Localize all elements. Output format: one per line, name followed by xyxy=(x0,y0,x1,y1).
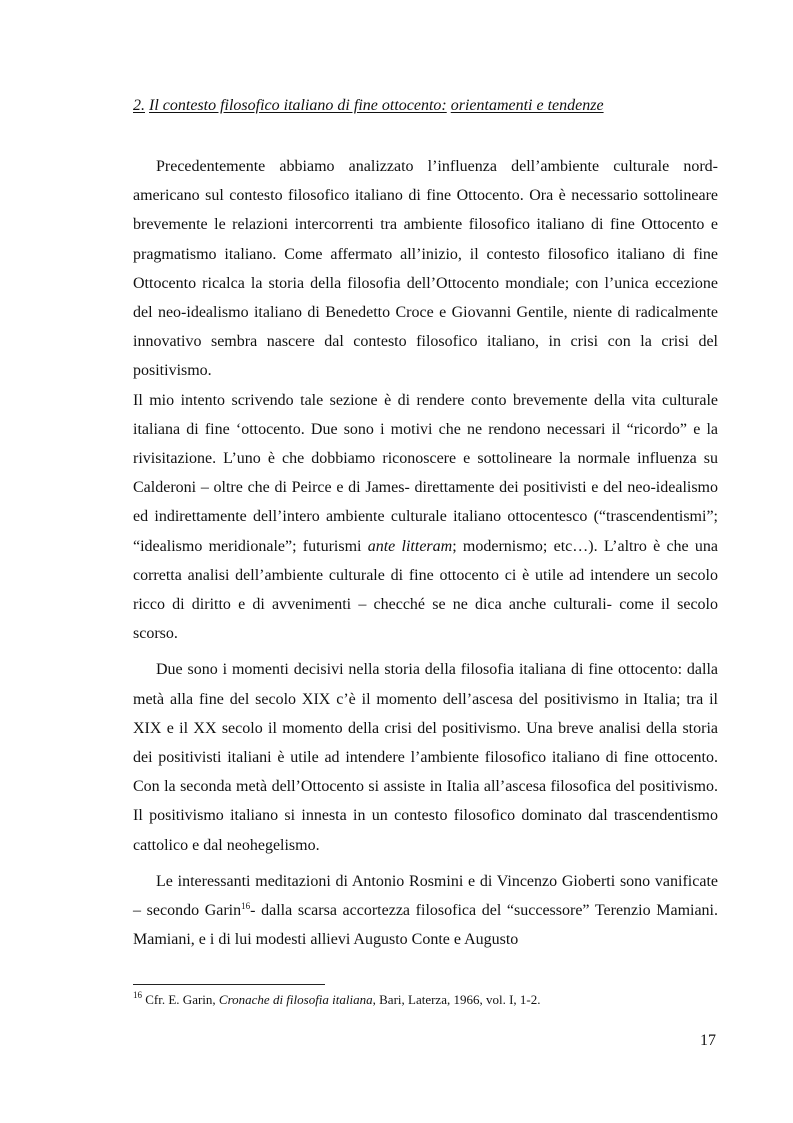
section-heading xyxy=(133,95,693,117)
footnote xyxy=(133,991,718,1009)
body-text xyxy=(133,152,718,954)
footnote-text-a: Cfr. E. Garin, xyxy=(142,992,219,1007)
paragraph-1: Precedentemente abbiamo analizzato l’influenza dell’ambiente culturale nord-americano sul contesto filosofico italiano di fine Ottocento. Ora è necessario sottolineare brevemente le relazioni intercorrenti tra ambiente filosofico italiano di fine Ottocento e pragmatismo italiano. Come affermato all’inizio, il contesto filosofico italiano di fine Ottocento ricalca la storia della filosofia dell’Ottocento mondiale; con l’unica eccezione del neo-idealismo italiano di Benedetto Croce e Giovanni Gentile, niente di radicalmente innovativo sembra nascere dal contesto filosofico italiano, in crisi con la crisi del positivismo. xyxy=(133,158,718,380)
footnote-text-b: , Bari, Laterza, 1966, vol. I, 1-2. xyxy=(372,992,541,1007)
footnote-book-title: Cronache di filosofia italiana xyxy=(218,992,373,1007)
paragraph-2 xyxy=(133,386,718,649)
paragraph-4-text-b: - dalla scarsa accortezza filosofica del “successore” Terenzio Mamiani. Mamiani, e i di lui modesti allievi Augusto Conte e Augusto xyxy=(133,902,719,949)
paragraph-2-text-a: Il mio intento scrivendo tale sezione è di rendere conto brevemente della vita culturale italiana di fine ‘ottocento. Due sono i motivi che ne rendono necessari il “ricordo” e la rivisitazione. L’uno è che dobbiamo riconoscere e sottolineare la normale influenza su Calderoni – oltre che di Peirce e di James- direttamente dei positivisti e del neo-idealismo ed indirettamente dell’intero ambiente culturale italiano ottocentesco (“trascendentismi”; “idealismo meridionale”; futurismi xyxy=(133,391,718,555)
footnote-divider xyxy=(133,984,325,985)
footnote-marker: 16 xyxy=(133,990,142,1000)
paragraph-3: Due sono i momenti decisivi nella storia della filosofia italiana di fine ottocento: dalla metà alla fine del secolo XIX c’è il momento dell’ascesa del positivismo in Italia; tra il XIX e il XX secolo il momento della crisi del positivismo. Una breve analisi della storia dei positivisti italiani è utile ad intendere l’ambiente filosofico italiano di fine ottocento. Con la seconda metà dell’Ottocento si assiste in Italia all’ascesa filosofica del positivismo. Il positivismo italiano si innesta in un contesto filosofico dominato dal trascendentismo cattolico e dal neohegelismo. xyxy=(133,661,718,854)
footnote-reference: 16 xyxy=(241,901,251,912)
heading-title-part2: orientamenti e tendenze xyxy=(450,97,604,114)
heading-title-part1: Il contesto filosofico italiano di fine ottocento: xyxy=(149,97,447,114)
paragraph-4-text-a: Le interessanti meditazioni di Antonio Rosmini e di Vincenzo Gioberti sono vanificate – secondo Garin xyxy=(133,872,718,920)
page-number: 17 xyxy=(700,1032,716,1049)
paragraph-4 xyxy=(133,867,718,955)
paragraph-2-text-b: ; modernismo; etc…). L’altro è che una corretta analisi dell’ambiente culturale di fine ottocento ci è utile ad intendere un secolo ricco di diritto e di avvenimenti – checché se ne dica anche culturali- come il secolo scorso. xyxy=(133,537,719,643)
heading-number: 2. xyxy=(133,97,145,114)
paragraph-2-italic: ante litteram xyxy=(367,537,453,555)
